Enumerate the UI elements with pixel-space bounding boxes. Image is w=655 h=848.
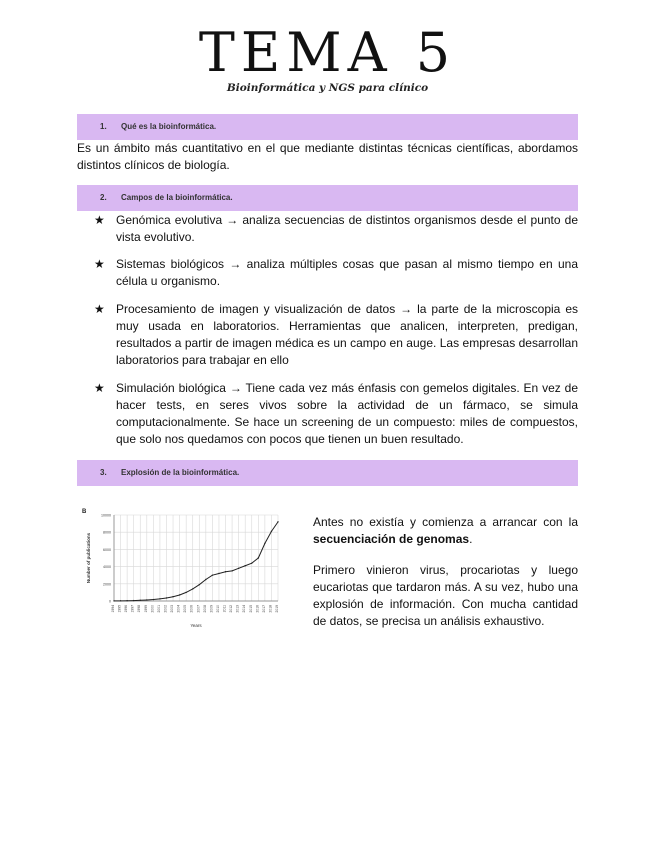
section3-paragraph-1 bbox=[313, 514, 578, 548]
text-run: Antes no existía y comienza a arrancar con la bbox=[313, 515, 578, 529]
x-tick-label: 2018 bbox=[268, 605, 273, 613]
section-title: Qué es la bioinformática. bbox=[121, 122, 217, 131]
data-point bbox=[166, 597, 167, 598]
section-number: 3. bbox=[100, 468, 107, 477]
section-title: Campos de la bioinformática. bbox=[121, 193, 233, 202]
x-tick-label: 2010 bbox=[215, 605, 220, 613]
publications-line-chart bbox=[80, 505, 285, 630]
list-item-text: Sistemas biológicos → analiza múltiples cosas que pasan al mismo tiempo en una célula u organismo. bbox=[116, 257, 578, 288]
data-point bbox=[245, 565, 246, 566]
x-tick-label: 2006 bbox=[189, 605, 194, 613]
x-tick-label: 2019 bbox=[275, 605, 279, 613]
data-point bbox=[277, 521, 278, 522]
x-tick-label: 2016 bbox=[255, 605, 260, 613]
x-tick-label: 2011 bbox=[222, 605, 227, 613]
data-point bbox=[192, 588, 193, 589]
x-axis-label: Years bbox=[190, 623, 202, 628]
x-tick-label: 1999 bbox=[143, 605, 148, 613]
data-point bbox=[172, 596, 173, 597]
page-title: TEMA 5 bbox=[198, 21, 457, 84]
x-tick-label: 2007 bbox=[196, 605, 201, 613]
y-tick-label: 8000 bbox=[103, 530, 111, 535]
list-item bbox=[94, 256, 578, 290]
x-tick-label: 2000 bbox=[150, 605, 155, 613]
section-number: 1. bbox=[100, 122, 107, 131]
data-point bbox=[133, 600, 134, 601]
page-subtitle: Bioinformática y NGS para clínico bbox=[226, 82, 429, 94]
data-point bbox=[212, 575, 213, 576]
list-item bbox=[94, 301, 578, 369]
x-tick-label: 2004 bbox=[176, 605, 181, 613]
list-item-text: Procesamiento de imagen y visualización de datos → la parte de la microscopia es muy usada en laboratorios. Herramientas que analicen, interpreten, predigan, resultados a partir de imagen médica es un campo en auge. Las empresas desarrollan laboratorios para trabajar en ello bbox=[116, 302, 578, 367]
list-item bbox=[94, 212, 578, 246]
data-point bbox=[199, 584, 200, 585]
star-bullet-icon: ★ bbox=[94, 213, 105, 227]
data-point bbox=[120, 600, 121, 601]
data-point bbox=[271, 531, 272, 532]
x-tick-label: 1996 bbox=[124, 605, 129, 613]
data-point bbox=[251, 562, 252, 563]
series-line bbox=[114, 522, 278, 601]
data-point bbox=[140, 600, 141, 601]
x-tick-label: 1995 bbox=[117, 605, 122, 613]
star-bullet-icon: ★ bbox=[94, 257, 105, 271]
x-tick-label: 2014 bbox=[242, 605, 247, 613]
data-point bbox=[264, 543, 265, 544]
x-tick-label: 2015 bbox=[248, 605, 253, 613]
panel-label: B bbox=[82, 509, 87, 515]
y-tick-label: 10000 bbox=[101, 513, 111, 518]
data-point bbox=[225, 571, 226, 572]
data-point bbox=[126, 600, 127, 601]
x-tick-label: 1998 bbox=[137, 605, 142, 613]
star-bullet-icon: ★ bbox=[94, 381, 105, 395]
data-point bbox=[153, 599, 154, 600]
y-tick-label: 4000 bbox=[103, 565, 111, 570]
star-bullet-icon: ★ bbox=[94, 302, 105, 316]
section-number: 2. bbox=[100, 193, 107, 202]
data-point bbox=[205, 579, 206, 580]
section-header-1 bbox=[77, 114, 578, 140]
data-point bbox=[146, 599, 147, 600]
y-axis-label: Number of publications bbox=[86, 532, 91, 584]
x-tick-label: 2009 bbox=[209, 605, 214, 613]
data-point bbox=[113, 600, 114, 601]
x-tick-label: 2013 bbox=[235, 605, 240, 613]
section3-paragraph-2: Primero vinieron virus, procariotas y luego eucariotas que tardaron más. A su vez, hubo una explosión de información. Con mucha cantidad de datos, se precisa un análisis exhaustivo. bbox=[313, 563, 578, 628]
x-tick-label: 1997 bbox=[130, 605, 135, 613]
list-item-text: Simulación biológica → Tiene cada vez más énfasis con gemelos digitales. En vez de hacer tests, en seres vivos sobre la actividad de un fármaco, se simula computacionalmente. Se hace un screening de un compuesto: miles de compuestos, que solo nos quedamos con pocos que tienen un buen resultado. bbox=[116, 381, 578, 446]
data-point bbox=[159, 598, 160, 599]
x-tick-label: 1994 bbox=[111, 605, 115, 613]
data-point bbox=[258, 557, 259, 558]
section-header-2 bbox=[77, 185, 578, 211]
y-tick-label: 2000 bbox=[103, 582, 111, 587]
data-point bbox=[238, 568, 239, 569]
x-tick-label: 2008 bbox=[202, 605, 207, 613]
section-header-3 bbox=[77, 460, 578, 486]
text-run: . bbox=[469, 532, 473, 546]
x-tick-label: 2005 bbox=[183, 605, 188, 613]
data-point bbox=[231, 570, 232, 571]
data-point bbox=[185, 592, 186, 593]
y-tick-label: 6000 bbox=[103, 547, 111, 552]
x-tick-label: 2002 bbox=[163, 605, 168, 613]
x-tick-label: 2003 bbox=[170, 605, 175, 613]
y-tick-label: 0 bbox=[109, 599, 111, 604]
data-point bbox=[179, 594, 180, 595]
intro-paragraph: Es un ámbito más cuantitativo en el que mediante distintas técnicas científicas, abordamos distintos clínicos de biología. bbox=[77, 141, 578, 172]
section-title: Explosión de la bioinformática. bbox=[121, 468, 240, 477]
x-tick-label: 2001 bbox=[156, 605, 161, 613]
list-item-text: Genómica evolutiva → analiza secuencias de distintos organismos desde el punto de vista evolutivo. bbox=[116, 213, 578, 244]
data-point bbox=[218, 573, 219, 574]
x-tick-label: 2012 bbox=[229, 605, 234, 613]
bold-term: secuenciación de genomas bbox=[313, 532, 470, 546]
x-tick-label: 2017 bbox=[261, 605, 266, 613]
list-item bbox=[94, 380, 578, 448]
